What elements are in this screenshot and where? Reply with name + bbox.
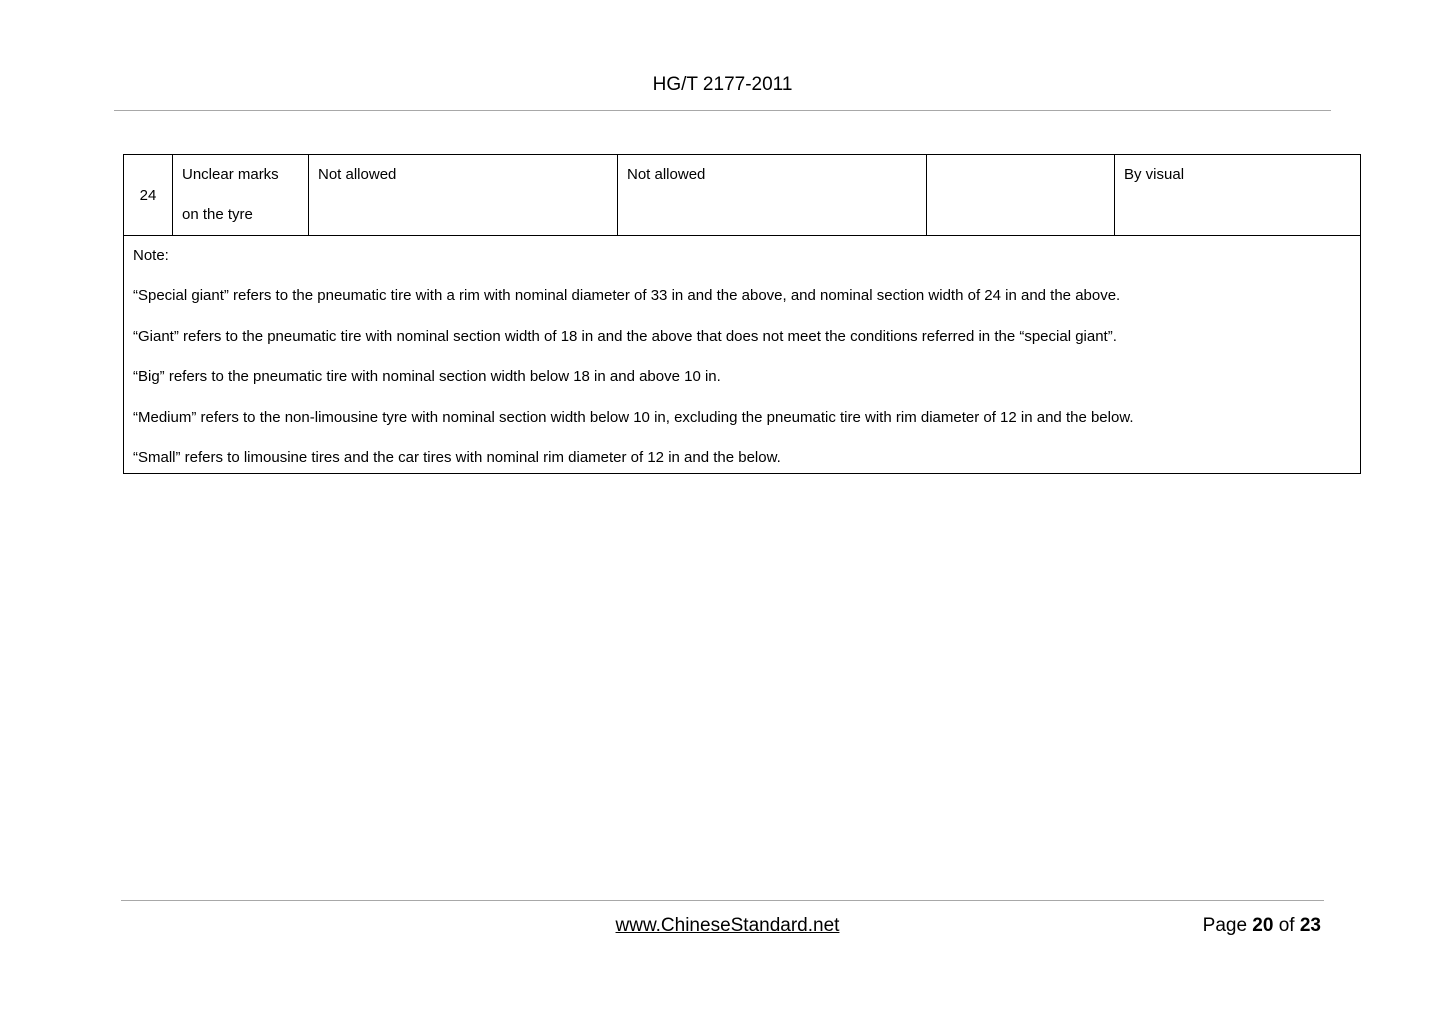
page-number — [1203, 914, 1321, 938]
note-row — [124, 236, 1361, 474]
empty-cell-text — [927, 155, 1114, 165]
note-line-medium: “Medium” refers to the non-limousine tyre with nominal section width below 10 in, excluding the pneumatic tire with rim diameter of 12 in and the below. — [133, 408, 1134, 426]
table-row — [124, 155, 1361, 236]
page-prefix: Page — [1202, 915, 1248, 936]
page-of: of — [1278, 915, 1295, 936]
requirement-cell-1 — [309, 155, 618, 236]
row-number: 24 — [139, 186, 157, 204]
item-cell — [173, 155, 309, 236]
test-method-text: By visual — [1124, 166, 1185, 183]
item-text-line-2: on the tyre — [182, 206, 253, 223]
note-cell — [124, 236, 1361, 474]
note-line-special-giant: “Special giant” refers to the pneumatic tire with a rim with nominal diameter of 33 in and the above, and nominal section width of 24 in and the above. — [133, 287, 1121, 305]
note-line-big: “Big” refers to the pneumatic tire with nominal section width below 18 in and above 10 in. — [133, 368, 721, 386]
requirements-table — [123, 154, 1361, 474]
note-line-small: “Small” refers to limousine tires and the car tires with nominal rim diameter of 12 in and the below. — [133, 448, 781, 466]
item-text-line-1: Unclear marks — [182, 166, 279, 183]
page-current: 20 — [1252, 915, 1274, 936]
page-total: 23 — [1299, 915, 1321, 936]
header-divider — [114, 110, 1331, 111]
empty-cell — [927, 155, 1115, 236]
requirement-cell-2 — [618, 155, 927, 236]
document-header-title: HG/T 2177-2011 — [652, 74, 793, 95]
row-number-cell — [124, 155, 173, 236]
footer-divider — [121, 900, 1324, 901]
test-method-cell — [1115, 155, 1361, 236]
requirement-text-1: Not allowed — [318, 166, 397, 183]
note-line-giant: “Giant” refers to the pneumatic tire with nominal section width of 18 in and the above that does not meet the conditions referred in the “special giant”. — [133, 327, 1117, 345]
website-link[interactable]: www.ChineseStandard.net — [615, 915, 840, 936]
note-label: Note: — [133, 247, 169, 264]
requirement-text-2: Not allowed — [627, 166, 706, 183]
